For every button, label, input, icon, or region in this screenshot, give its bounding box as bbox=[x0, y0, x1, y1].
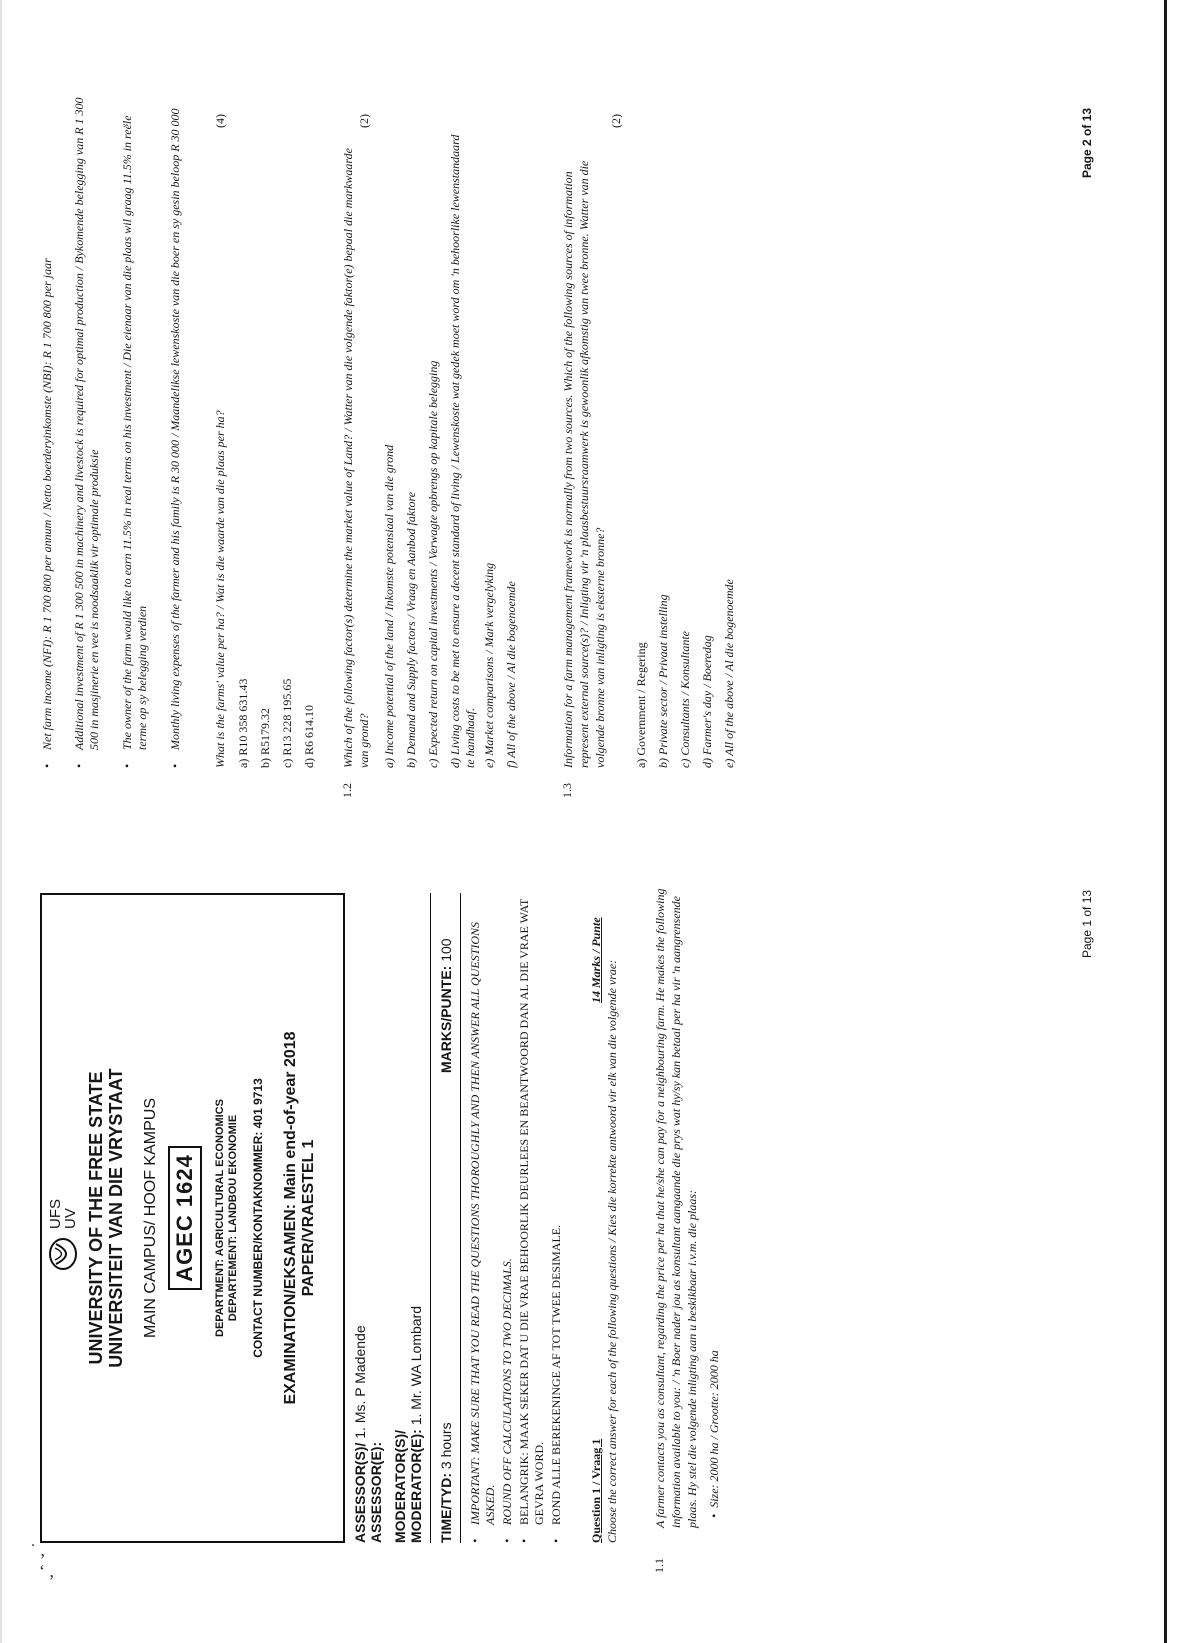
q1-3-number: 1.3 bbox=[560, 783, 574, 798]
page-2-footer: Page 2 of 13 bbox=[1080, 107, 1094, 178]
page-1-footer: Page 1 of 13 bbox=[1080, 889, 1094, 958]
q1-1-size-bullet: • Size: 2000 ha / Grootte: 2000 ha bbox=[707, 1350, 721, 1518]
moderator-label: MODERATOR(S)/ bbox=[392, 1429, 408, 1543]
marks-value: 100 bbox=[438, 938, 454, 962]
q1-3-option-d: d) Farmer's day / Boeredag bbox=[700, 635, 714, 768]
question-1-marks: 14 Marks / Punte bbox=[589, 917, 603, 1003]
q1-3-option-b: b) Private sector / Privaat instelling bbox=[656, 594, 670, 768]
moderator-value: 1. Mr. WA Lombard bbox=[408, 1305, 424, 1426]
q1-2-option-b: b) Demand and Supply factors / Vraag en Aanbod faktore bbox=[404, 491, 418, 768]
instruction-text: ROUND OFF CALCULATIONS TO TWO DECIMALS. bbox=[500, 1258, 514, 1525]
q1-1-marks: (4) bbox=[213, 114, 227, 128]
assessor-value: 1. Ms. P Madende bbox=[352, 1325, 368, 1439]
moderator-label-af: MODERATOR(E): bbox=[408, 1429, 424, 1543]
time-value: 3 hours bbox=[438, 1422, 454, 1470]
q1-1-option-b: b) R5179.32 bbox=[258, 708, 272, 768]
marks-field bbox=[438, 938, 454, 1073]
q1-1-option-a: a) R10 358 631.43 bbox=[236, 678, 250, 768]
course-code: AGEC 1624 bbox=[168, 1146, 202, 1290]
page-1: UFS UV UNIVERSITY OF THE FREE STATE UNIVERSITEIT VAN DIE VRYSTAAT MAIN CAMPUS/ HOOF KAMPUS AGEC 1624 DEPARTMENT: AGRICULTURAL ECONOMICS DEPARTEMENT: LANDBOU EKONOMIE CONTACT NUMBER/KONTAKNOMMER: 401 9713 EXAMINATION/EKSAMEN: Main end-of-year 2018 PAPER/VRAESTEL 1 ASSESSOR(S)/ 1. Ms. P Madende ASSESSOR(E): MODERATOR(S)/ MODERATOR(E): 1. Mr. WA Lombard TIME/TYD: 3 hours MARKS/PUNTE: 100 • IMPORTANT: MAKE SURE THAT YOU READ THE QUESTIONS THOROUGHLY AND THEN ANSWER ALL QUESTIONS ASKED. • ROUND OFF CALCULATIONS TO TWO DECIMALS. • BELANGRIK: MAAK SEKER DAT U DIE VRAE BEHOORLIK DEURLEES EN BEANTWOORD DAN AL DIE VRAE WAT GEVRA WORD. • ROND ALLE BEREKENINGE AF TOT TWEE DESIMALE. Question 1 / Vraag 1 14 Marks / Punte Choose the correct answer for each of the following questions / Kies die korrekte antwoord vir elk van die volgende vrae: 1.1 A farmer contacts you as consultant, regarding the price per ha that he/she can pay for a neighbouring farm. He makes the following information available to you: / 'n Boer nader jou as konsultant aangaande die prys wat hy/sy kan betaal per ha vir 'n aangrensende plaas. Hy stel die volgende inligting aan u beskikbaar i.v.m. die plaas: • Size: 2000 ha / Grootte: 2000 ha Page 1 of 13 bbox=[40, 873, 1125, 1613]
q1-2-number: 1.2 bbox=[340, 783, 354, 798]
logo-text-ufs: UFS bbox=[47, 1199, 64, 1229]
q1-3-option-c: c) Consultants / Konsultante bbox=[678, 630, 692, 768]
q1-2-marks: (2) bbox=[357, 114, 371, 128]
farm-info-text: Additional investment of R 1 300 500 in machinery and livestock is required for optimal production / Bykomende belegging van R 1 300 500 in masjinerie en vee is noodsaaklik vir optimale produksie bbox=[72, 97, 101, 750]
q1-1-question: What is the farms' value per ha? / Wat is die waarde van die plaas per ha? bbox=[213, 410, 227, 768]
time-label: TIME/TYD: bbox=[438, 1473, 454, 1543]
time-field bbox=[438, 1422, 454, 1543]
department-en: DEPARTMENT: AGRICULTURAL ECONOMICS bbox=[214, 1099, 226, 1337]
q1-1-number: 1.1 bbox=[652, 1558, 666, 1573]
farm-info-text: Monthly living expenses of the farmer and his family is R 30 000 / Maandelikse lewenskoste van die boer en sy gesin beloop R 30 000 bbox=[168, 108, 182, 750]
q1-3-option-a: a) Government / Regering bbox=[634, 642, 648, 768]
university-name-en: UNIVERSITY OF THE FREE STATE bbox=[86, 1071, 106, 1365]
page-2: • Net farm income (NFI): R 1 700 800 per annum / Netto boerderyinkomste (NBI): R 1 700 800 per jaar • Additional investment of R 1 300 500 in machinery and livestock is required for optimal production / Bykomende belegging van R 1 300 500 in masjinerie en vee is noodsaaklik vir optimale produksie • The owner of the farm would like to earn 11.5% in real terms on his investment / Die eienaar van die plaas wil graag 11.5% in reële terme op sy belegging verdien • Monthly living expenses of the farmer and his family is R 30 000 / Maandelikse lewenskoste van die boer en sy gesin beloop R 30 000 What is the farms' value per ha? / Wat is die waarde van die plaas per ha? (4) a) R10 358 631.43 b) R5179.32 c) R13 228 195.65 d) R6 614.10 1.2 Which of the following factor(s) determine the market value of Land? / Watter van die volgende faktor(e) bepaal die markwaarde van grond? (2) a) Income potential of the land / Inkomste potensiaal van die grond b) Demand and Supply factors / Vraag en Aanbod faktore c) Expected return on capital investments / Verwagte opbrengs op kapitale belegging d) Living costs to be met to ensure a decent standard of living / Lewenskoste wat gedek moet word om 'n behoorlike lewenstandaard te handhaaf. e) Market comparisons / Mark vergelyking f) All of the above / Al die bogenoemde 1.3 Information for a farm management framework is normally from two sources. Which of the following sources of information represent external source(s)? / Inligting vir 'n plaasbestuursraamwerk is gewoonlik afkomstig van twee bronne. Watter van die volgende bronne van inligting is eksterne bronne? (2) a) Government / Regering b) Private sector / Privaat instelling c) Consultants / Konsultante d) Farmer's day / Boeredag e) All of the above / Al die bogenoemde Page 2 of 13 bbox=[40, 58, 1125, 798]
logo-text-uv: UV bbox=[62, 1208, 79, 1229]
divider-bottom bbox=[460, 893, 461, 1543]
divider-top bbox=[430, 893, 431, 1543]
q1-2-option-f: f) All of the above / Al die bogenoemde bbox=[504, 581, 518, 768]
q1-1-option-d: d) R6 614.10 bbox=[302, 705, 316, 768]
university-name-af: UNIVERSITEIT VAN DIE VRYSTAAT bbox=[106, 1068, 126, 1368]
assessor-label: ASSESSOR(S)/ bbox=[352, 1442, 368, 1543]
question-1-title: Question 1 / Vraag 1 bbox=[589, 1438, 603, 1543]
cover-header-box bbox=[40, 893, 345, 1543]
q1-1-option-c: c) R13 228 195.65 bbox=[280, 678, 294, 768]
paper-title: PAPER/VRAESTEL 1 bbox=[300, 1139, 317, 1297]
q1-2-option-e: e) Market comparisons / Mark vergelyking bbox=[482, 562, 496, 768]
q1-1-text: A farmer contacts you as consultant, regarding the price per ha that he/she can pay for a neighbouring farm. He makes the following information available to you: / 'n Boer nader jou as konsultant aangaande die prys wat hy/sy kan betaal per ha vir 'n aangrensende plaas. Hy stel die volgende inligting aan u beskikbaar i.v.m. die plaas: bbox=[653, 888, 699, 1528]
instruction-text: BELANGRIK: MAAK SEKER DAT U DIE VRAE BEHOORLIK DEURLEES EN BEANTWOORD DAN AL DIE VRAE WAT GEVRA WORD. bbox=[517, 898, 546, 1525]
contact-number: CONTACT NUMBER/KONTAKNOMMER: 401 9713 bbox=[251, 1078, 265, 1358]
department-af: DEPARTEMENT: LANDBOU EKONOMIE bbox=[227, 1114, 239, 1322]
q1-3-option-e: e) All of the above / Al die bogenoemde bbox=[722, 579, 736, 768]
q1-3-marks: (2) bbox=[609, 114, 623, 128]
q1-3-text: Information for a farm management framework is normally from two sources. Which of the following sources of information represent external source(s)? / Inligting vir 'n plaasbestuursraamwerk is gewoonlik afkomstig van twee bronne. Watter van die volgende bronne van inligting is eksterne bronne? bbox=[561, 160, 607, 768]
instruction-text: IMPORTANT: MAKE SURE THAT YOU READ THE QUESTIONS THOROUGHLY AND THEN ANSWER ALL QUESTIONS ASKED. bbox=[468, 921, 497, 1525]
university-logo bbox=[48, 1199, 78, 1271]
q1-2-text: Which of the following factor(s) determine the market value of Land? / Watter van die volgende faktor(e) bepaal die markwaarde van grond? bbox=[341, 148, 371, 768]
assessor-label-af: ASSESSOR(E): bbox=[368, 1441, 384, 1543]
q1-2-option-a: a) Income potential of the land / Inkomste potensiaal van die grond bbox=[382, 444, 396, 768]
q1-2-option-c: c) Expected return on capital investments / Verwagte opbrengs op kapitale belegging bbox=[426, 360, 440, 768]
instruction-text: ROND ALLE BEREKENINGE AF TOT TWEE DESIMALE. bbox=[549, 1224, 563, 1525]
ufs-crest-icon bbox=[48, 1237, 78, 1271]
q1-2-option-d: d) Living costs to be met to ensure a decent standard of living / Lewenskoste wat gedek moet word om 'n behoorlike lewenstandaard te handhaaf. bbox=[448, 134, 477, 768]
scan-specks: ˙ , ‘ , bbox=[30, 1540, 54, 1581]
exam-title: EXAMINATION/EKSAMEN: Main end-of-year 2018 bbox=[282, 1031, 299, 1405]
farm-info-text: Net farm income (NFI): R 1 700 800 per annum / Netto boerderyinkomste (NBI): R 1 700 800 per jaar bbox=[40, 258, 54, 750]
assessor-field bbox=[352, 1325, 384, 1543]
farm-info-text: The owner of the farm would like to earn 11.5% in real terms on his investment / Die eienaar van die plaas wil graag 11.5% in reële terme op sy belegging verdien bbox=[120, 115, 149, 750]
campus-name: MAIN CAMPUS/ HOOF KAMPUS bbox=[142, 1097, 159, 1339]
marks-label: MARKS/PUNTE: bbox=[438, 965, 454, 1073]
moderator-field bbox=[392, 1306, 424, 1543]
question-1-intro: Choose the correct answer for each of the following questions / Kies die korrekte antwoord vir elk van die volgende vrae: bbox=[605, 959, 619, 1543]
